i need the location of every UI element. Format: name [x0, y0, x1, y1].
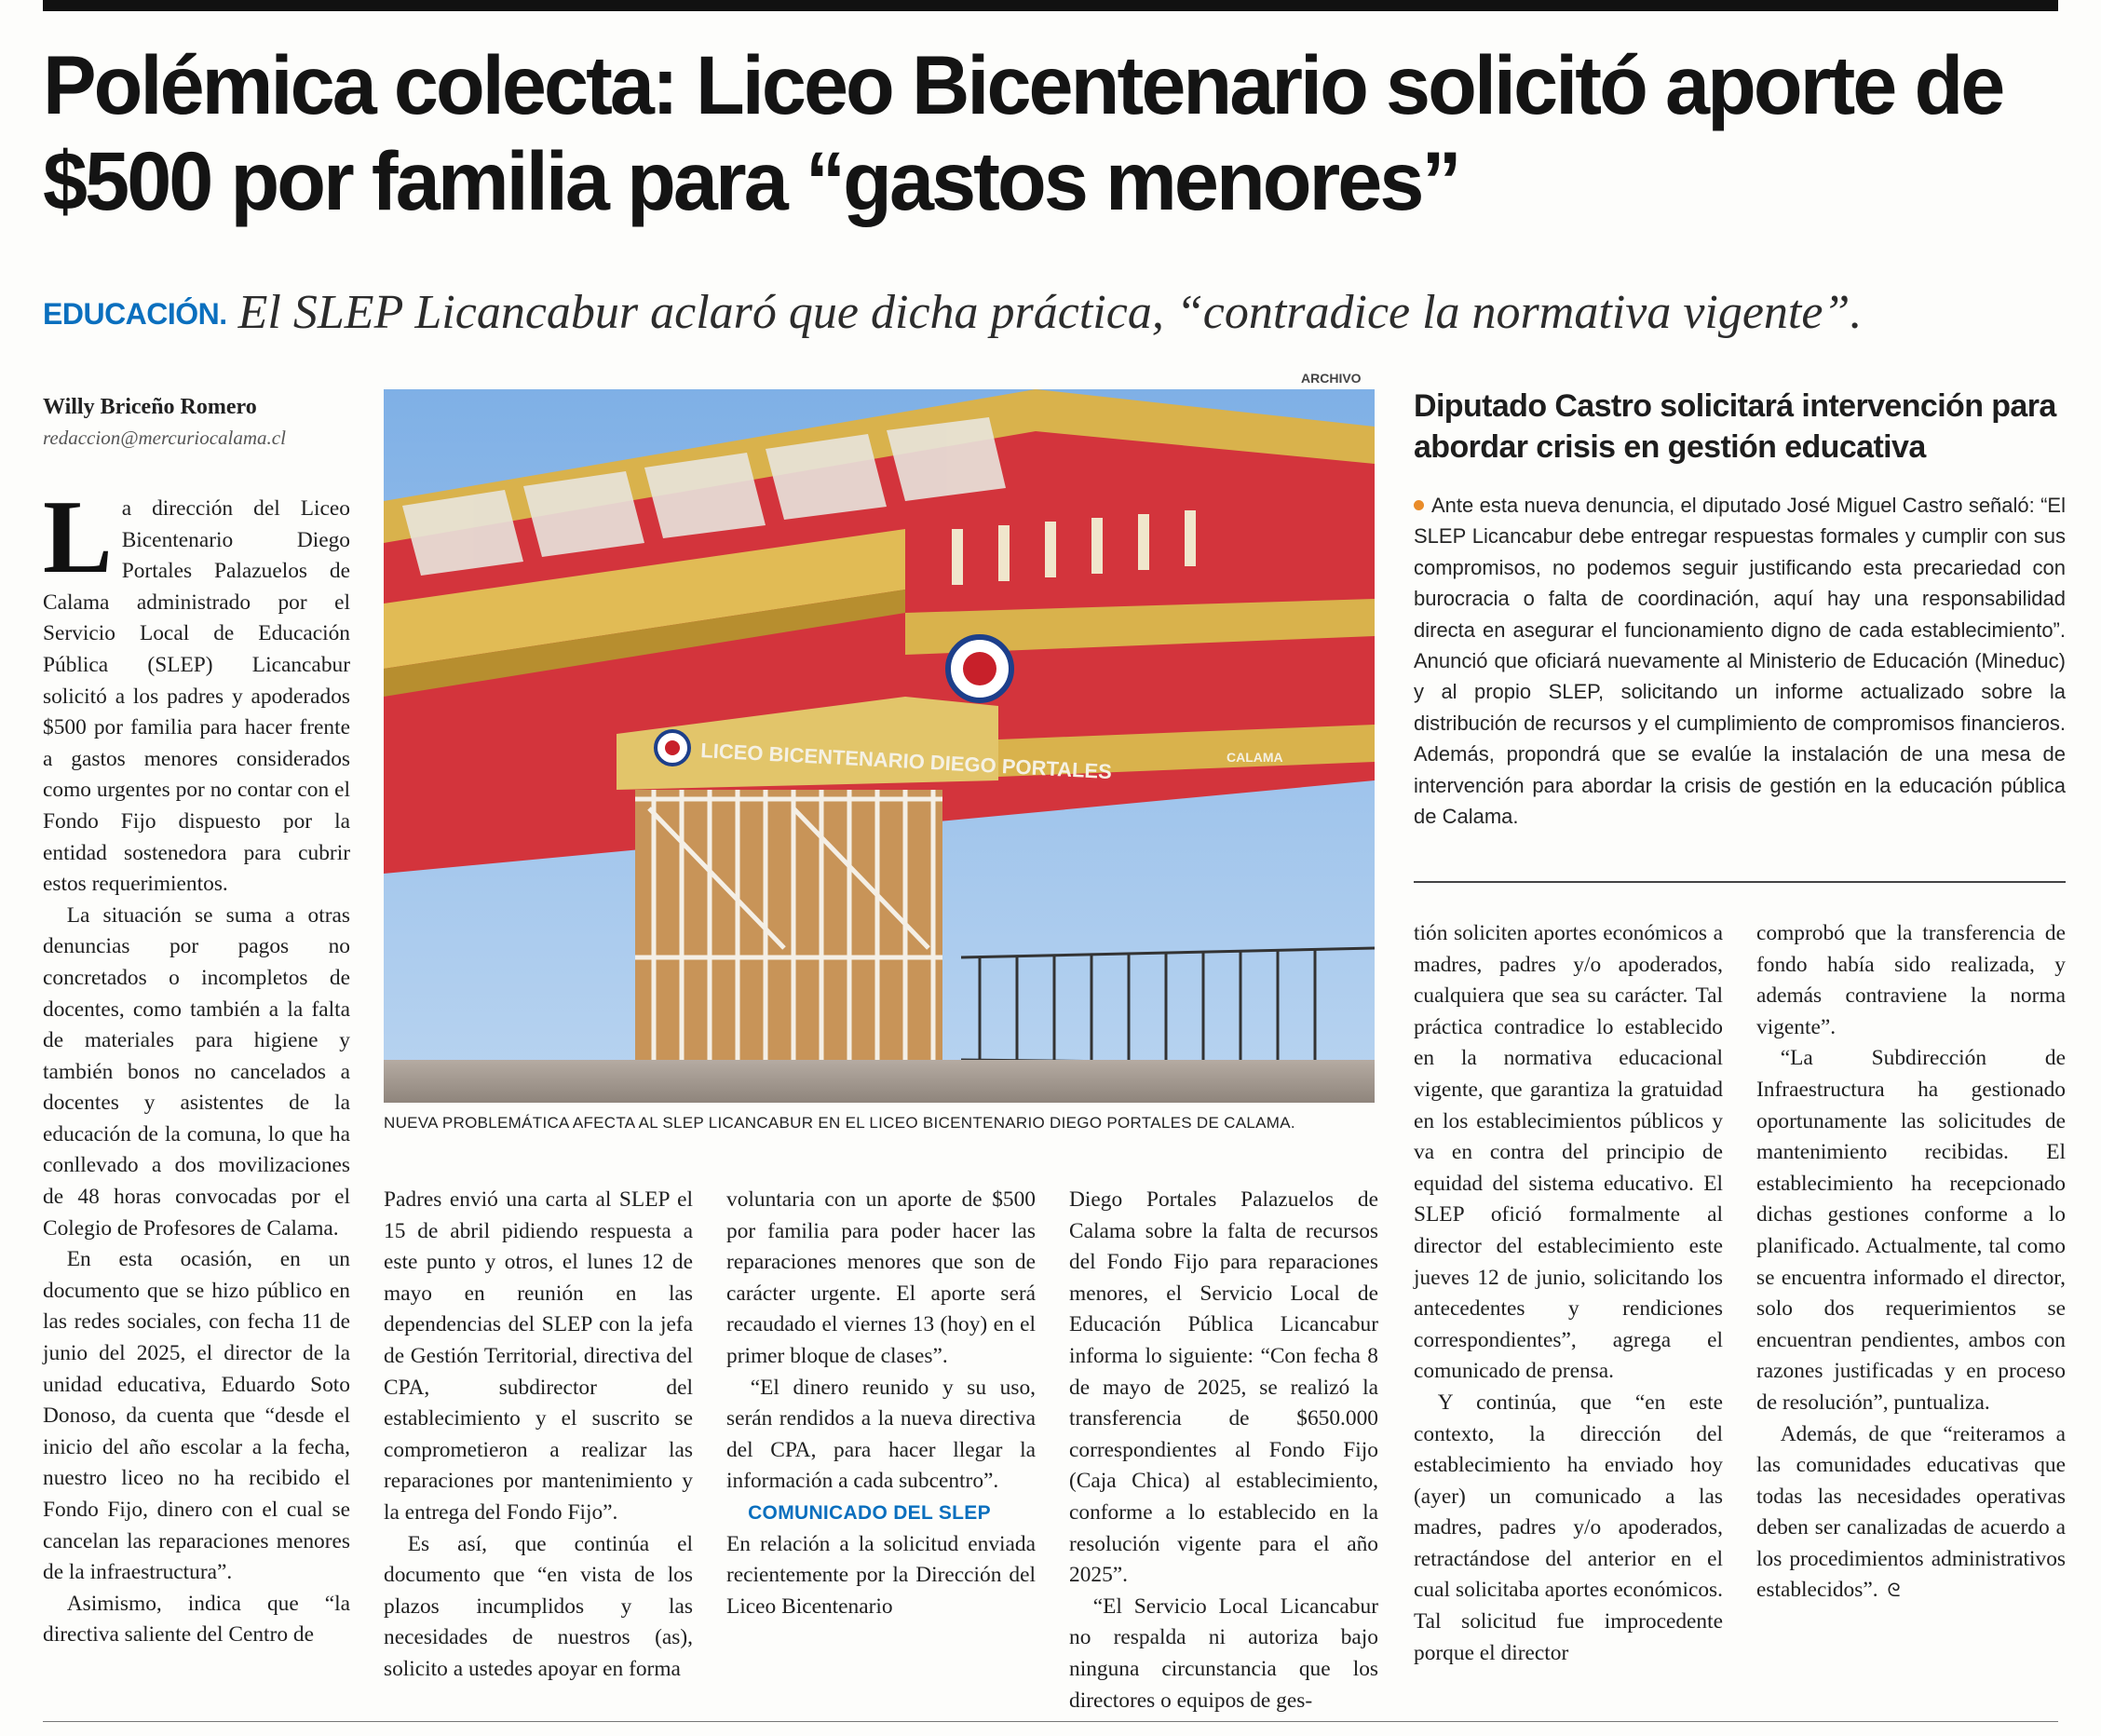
section-label: EDUCACIÓN.: [43, 297, 227, 331]
bullet-icon: [1414, 500, 1424, 510]
building-sign-extra: CALAMA: [1227, 750, 1283, 765]
end-mark-icon: ᘓ: [1887, 1580, 1901, 1602]
sidebar-title: Diputado Castro solicitará intervención para abordar crisis en gestión educativa: [1414, 388, 2056, 465]
deck: [43, 285, 2064, 340]
paragraph: voluntaria con un aporte de $500 por familia para poder hacer las reparaciones menores que son de carácter urgente. El aporte será recaudado el viernes 13 (hoy) en el primer bloque de clases”.: [726, 1187, 1036, 1368]
headline: Polémica colecta: Liceo Bicentenario solicitó aporte de $500 por familia para “gastos menores”: [43, 38, 2003, 228]
sidebar-divider: [1414, 881, 2066, 883]
deck-text: El SLEP Licancabur aclaró que dicha práctica, “contradice la normativa vigente”.: [237, 286, 1863, 339]
paragraph: “El Servicio Local Licancabur no respalda ni autoriza bajo ninguna circunstancia que los directores o equipos de ges-: [1069, 1594, 1378, 1713]
building-sign: LICEO BICENTENARIO DIEGO PORTALES: [699, 739, 1113, 784]
article-column-5: [1414, 918, 1723, 1669]
paragraph: Asimismo, indica que “la directiva saliente del Centro de: [43, 1591, 350, 1648]
article-column-6: [1756, 918, 2066, 1607]
photo-credit: ARCHIVO: [1301, 371, 1362, 386]
top-rule: [43, 0, 2058, 11]
paragraph: Es así, que continúa el documento que “en vista de los plazos incumplidos y las necesidades de nuestros (as), solicito a ustedes apoyar en forma: [384, 1531, 693, 1681]
sidebar-body: Ante esta nueva denuncia, el diputado José Miguel Castro señaló: “El SLEP Licancabur debe entregar respuestas formales y cumplir con sus compromisos, no podemos seguir justificando esta precariedad con burocracia o falta de coordinación, aquí hay una responsabilidad directa en asegurar el funcionamiento digno de cada establecimiento”. Anunció que oficiará nuevamente al Ministerio de Educación (Mineduc) y al propio SLEP, solicitando un informe actualizado sobre la distribución de recursos y el cumplimiento de compromisos financieros. Además, propondrá que se evalúe la instalación de una mesa de intervención para abordar la crisis de gestión en la educación pública de Calama.: [1414, 494, 2066, 829]
paragraph: Diego Portales Palazuelos de Calama sobre la falta de recursos del Fondo Fijo para reparaciones menores, el Servicio Local de Educación Pública Licancabur informa lo siguiente: “Con fecha 8 de mayo de 2025, se realizó la transferencia de $650.000 correspondientes al Fondo Fijo (Caja Chica) al establecimiento, conforme a lo establecido en la resolución vigente para el año 2025”.: [1069, 1187, 1378, 1588]
paragraph: La situación se suma a otras denuncias por pagos no concretados o incompletos de docentes, como también a la falta de materiales para higiene y también bonos no cancelados a docentes y asistentes de la educación de la comuna, lo que ha conllevado a dos movilizaciones de 48 horas convocadas por el Colegio de Profesores de Calama.: [43, 902, 350, 1241]
school-photo: [384, 389, 1375, 1103]
photo-caption: NUEVA PROBLEMÁTICA AFECTA AL SLEP LICANCABUR EN EL LICEO BICENTENARIO DIEGO PORTALES DE CALAMA.: [384, 1114, 1295, 1132]
paragraph: En esta ocasión, en un documento que se hizo público en las redes sociales, con fecha 11 de junio del 2025, el director de la unidad educativa, Eduardo Soto Donoso, da cuenta que “desde el inicio del año escolar a la fecha, nuestro liceo no ha recibido el Fondo Fijo, dinero con el cual se cancelan las reparaciones menores de la infraestructura”.: [43, 1247, 350, 1585]
article-column-1: [43, 480, 350, 1651]
paragraph: Y continúa, que “en este contexto, la dirección del establecimiento ha enviado hoy (ayer) un comunicado a las madres, padres y/o apoderados, retractándose del anterior en el cual solicitaba aportes económicos. Tal solicitud fue improcedente porque el director: [1414, 1390, 1723, 1665]
author-byline: Willy Briceño Romero: [43, 395, 257, 419]
paragraph: “La Subdirección de Infraestructura ha gestionado oportunamente las solicitudes de mantenimiento recibidas. El establecimiento ha recepcionado dichas gestiones conforme a lo planificado. Actualmente, tal como se encuentra informado el director, solo dos requerimientos se encuentran pendientes, ambos con razones justificadas y en proceso de resolución”, puntualiza.: [1756, 1046, 2066, 1415]
paragraph: “El dinero reunido y su uso, serán rendidos a la nueva directiva del CPA, para hacer llegar la información a cada subcentro”.: [726, 1375, 1036, 1494]
bottom-rule: [43, 1721, 2058, 1722]
article-column-4: [1069, 1185, 1378, 1716]
paragraph: tión soliciten aportes económicos a madres, padres y/o apoderados, cualquiera que sea su carácter. Tal práctica contradice lo establecido en la normativa educacional vigente, que garantiza la gratuidad en los establecimientos públicos y va en contra del principio de equidad del sistema educativo. El SLEP ofició formalmente al director del establecimiento este jueves 12 de junio, solicitando los antecedentes y rendiciones correspondientes”, agrega el comunicado de prensa.: [1414, 921, 1723, 1384]
paragraph: comprobó que la transferencia de fondo había sido realizada, y además contraviene la norma vigente”.: [1756, 921, 2066, 1039]
article-column-2: [384, 1185, 693, 1686]
lead-paragraph: La dirección del Liceo Bicentenario Diego Portales Palazuelos de Calama administrado por el Servicio Local de Educación Pública (SLEP) Licancabur solicitó a los padres y apoderados $500 por familia para hacer frente a gastos menores considerados como urgentes por no contar con el Fondo Fijo dispuesto por la entidad sostenedora para cubrir estos requerimientos.: [43, 480, 350, 897]
paragraph: Padres envió una carta al SLEP el 15 de abril pidiendo respuesta a este punto y otros, el lunes 12 de mayo en reunión en las dependencias del SLEP con la jefa de Gestión Territorial, directiva del CPA, subdirector del establecimiento y el suscrito se comprometieron a realizar las reparaciones por mantenimiento y la entrega del Fondo Fijo”.: [384, 1187, 693, 1525]
dropcap: L: [43, 480, 113, 595]
paragraph: Además, de que “reiteramos a las comunidades educativas que todas las necesidades operativas deben ser canalizadas de acuerdo a los procedimientos administrativos establecidos”. ᘓ: [1756, 1421, 2066, 1603]
author-email: redaccion@mercuriocalama.cl: [43, 427, 286, 449]
article-column-3: [726, 1185, 1036, 1622]
paragraph: En relación a la solicitud enviada recientemente por la Dirección del Liceo Bicentenario: [726, 1531, 1036, 1619]
subhead: COMUNICADO DEL SLEP: [748, 1501, 991, 1524]
